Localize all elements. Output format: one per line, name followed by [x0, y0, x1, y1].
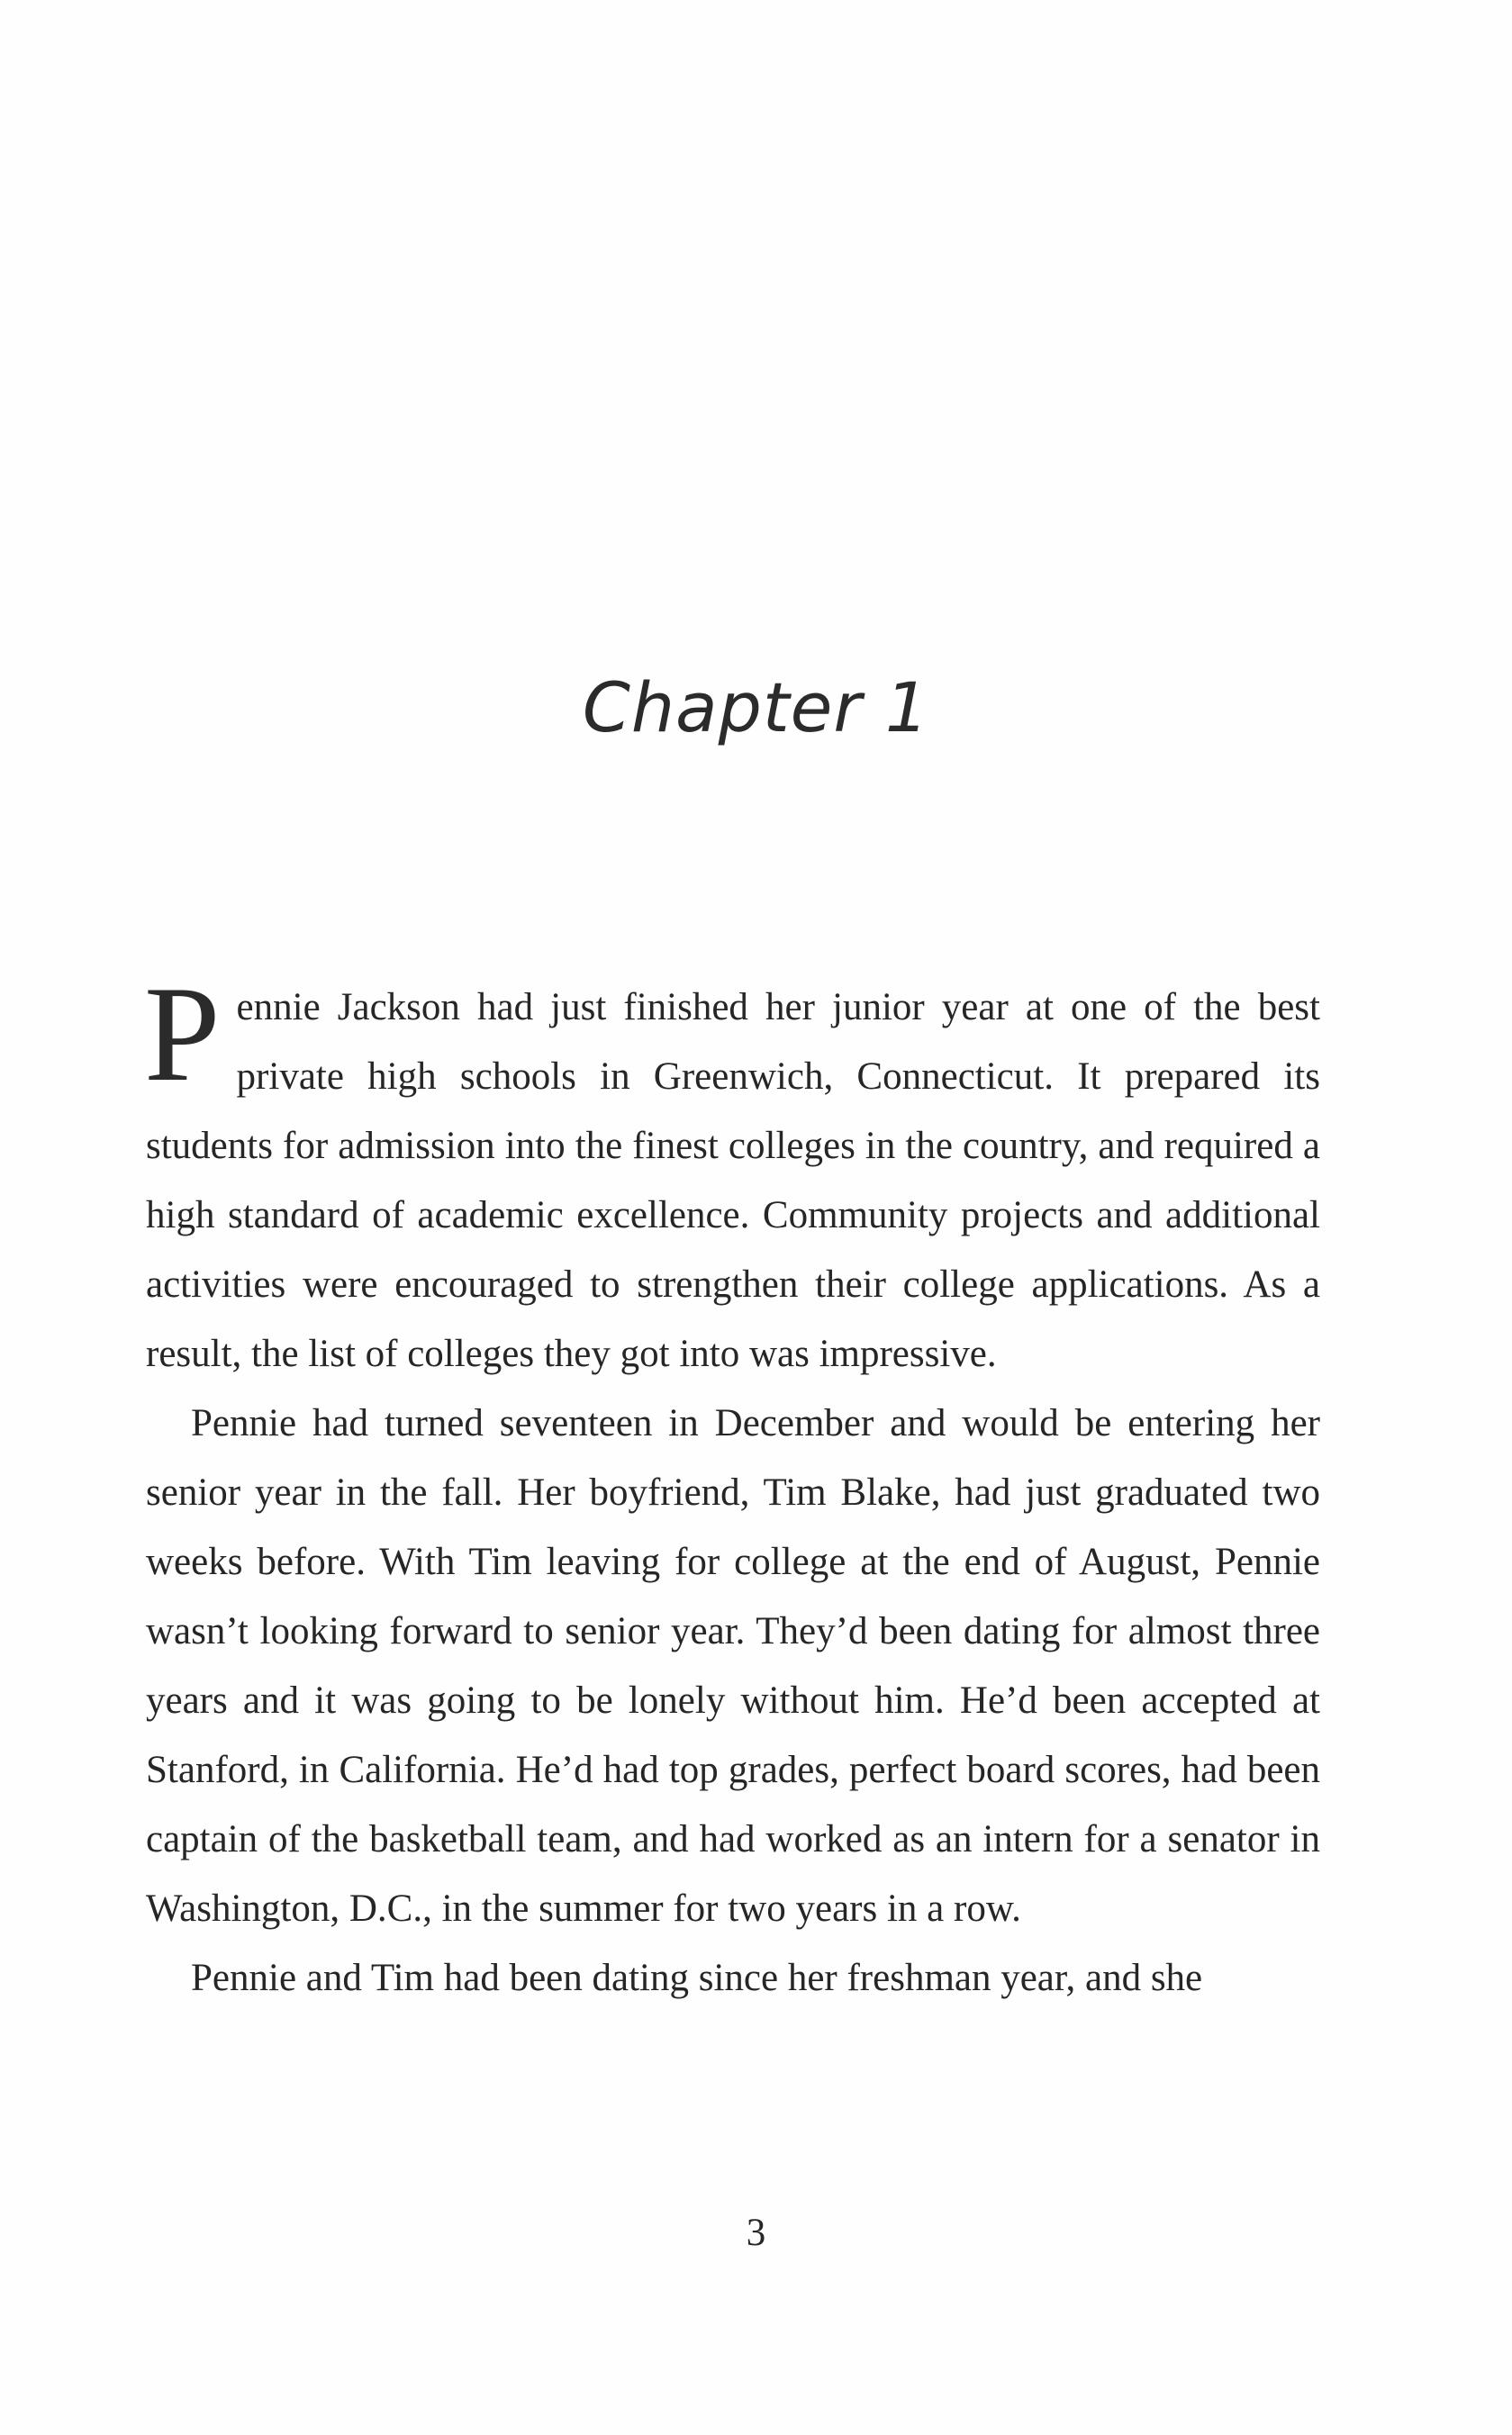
paragraph-2: Pennie had turned seventeen in December and would be entering her senior year in the fall. Her boyfriend, Tim Blake, had just graduated two weeks before. With Tim leaving for college at the end of August, Pennie wasn’t looking forward to senior year. They’d been dating for almost three years and it was going to be lonely without him. He’d been accepted at Stanford, in California. He’d had top grades, perfect board scores, had been captain of the basketball team, and had worked as an intern for a senator in Washington, D.C., in the summer for two years in a row.	[146, 1402, 1320, 1930]
drop-cap: P	[144, 958, 221, 1109]
paragraph-1	[144, 958, 1320, 1389]
chapter-body	[144, 958, 1320, 2013]
paragraph-1-text: ennie Jackson had just finished her junior year at one of the best private high schools in Greenwich, Connecticut. It prepared its students for admission into the finest colleges in the country, and required a high standard of academic excellence. Community projects and additional activities were encouraged to strengthen their college applications. As a result, the list of colleges they got into was impressive.	[146, 986, 1320, 1375]
paragraph-3: Pennie and Tim had been dating since her freshman year, and she	[191, 1957, 1203, 1999]
page-number: 3	[746, 2212, 766, 2254]
chapter-title: Chapter 1	[582, 667, 930, 747]
